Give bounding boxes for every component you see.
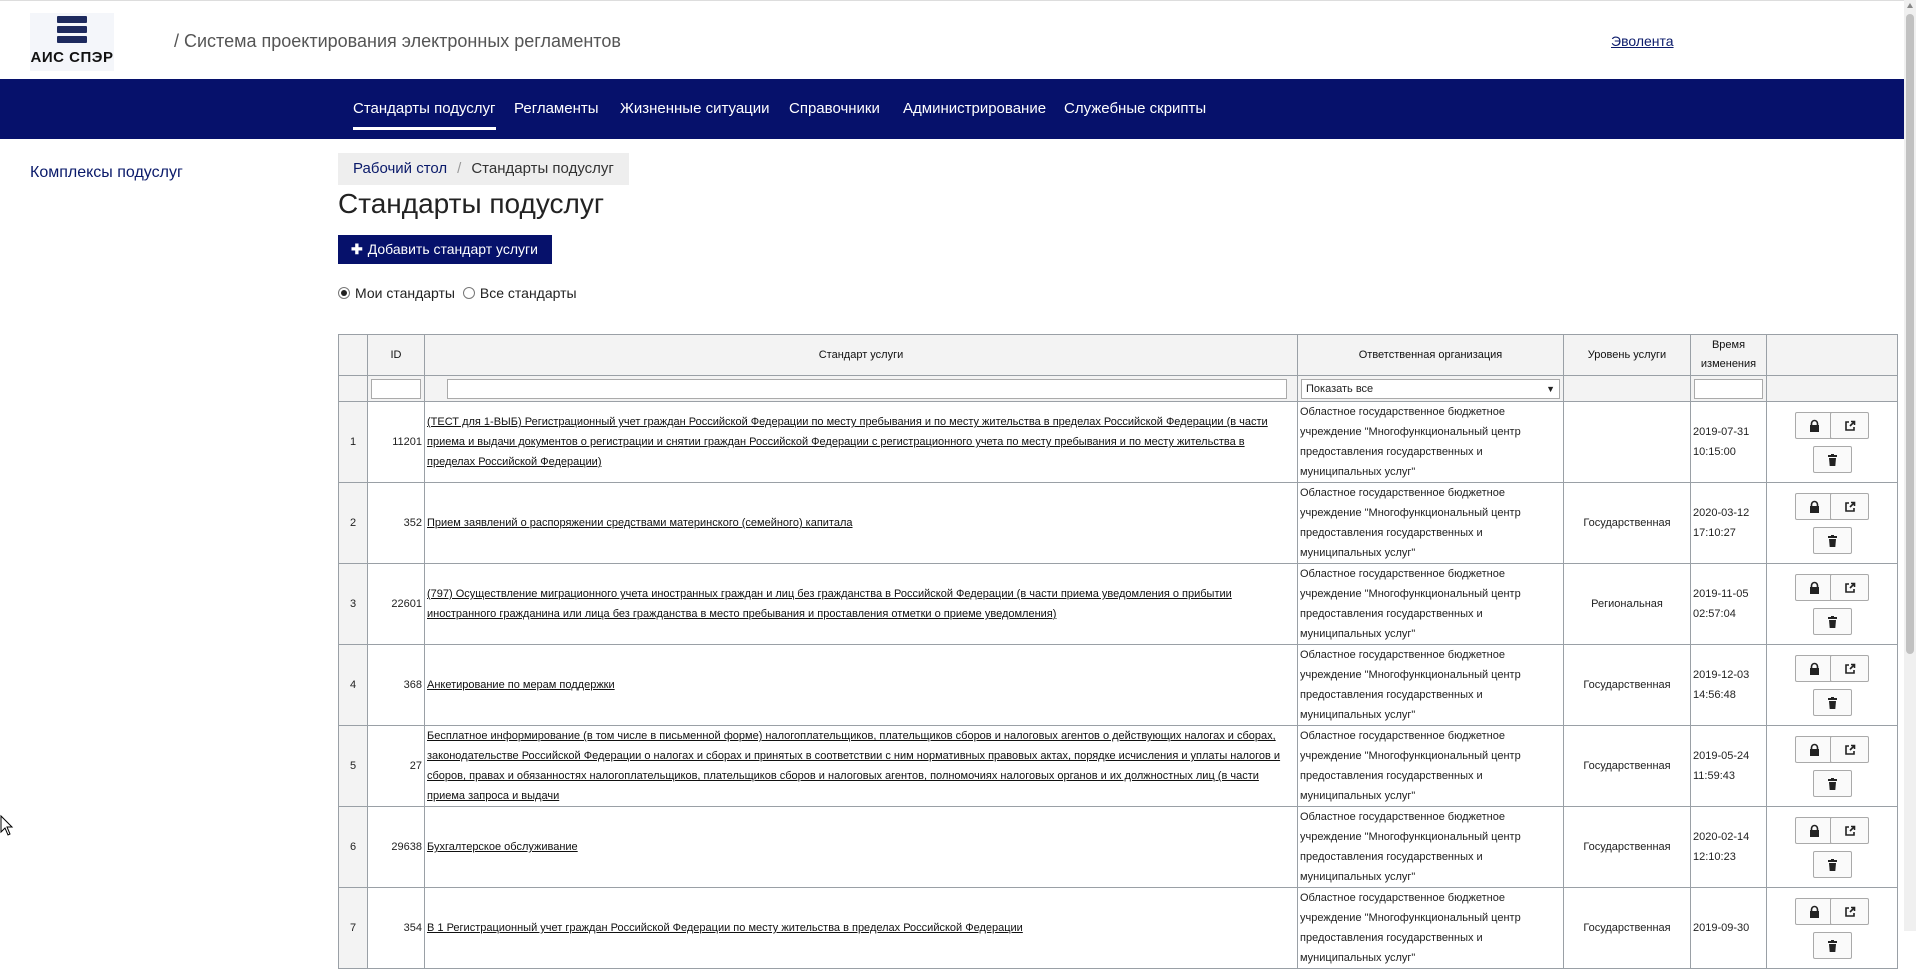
row-clock: 10:15:00 <box>1693 446 1736 458</box>
table-row <box>339 807 1898 888</box>
nav-item-reglaments[interactable]: Регламенты <box>514 100 599 117</box>
row-standard <box>425 645 1298 726</box>
breadcrumb-current: Стандарты подуслуг <box>471 160 614 177</box>
delete-button[interactable] <box>1813 851 1852 878</box>
export-button[interactable] <box>1830 493 1869 520</box>
row-number: 3 <box>339 564 368 645</box>
row-time <box>1691 402 1767 483</box>
radio-my-label: Мои стандарты <box>355 285 455 301</box>
filter-cell-id <box>368 376 425 402</box>
filter-time-input[interactable] <box>1694 379 1763 399</box>
row-id: 11201 <box>368 402 425 483</box>
row-organization: Областное государственное бюджетное учреждение "Многофункциональный центр предоставления государственных и муниципальных услуг" <box>1298 483 1564 564</box>
export-button[interactable] <box>1830 817 1869 844</box>
row-clock: 17:10:27 <box>1693 527 1736 539</box>
lock-button[interactable] <box>1795 574 1834 601</box>
row-time <box>1691 807 1767 888</box>
row-date: 2019-12-03 <box>1693 669 1750 681</box>
row-date: 2019-05-24 <box>1693 750 1750 762</box>
row-clock: 02:57:04 <box>1693 608 1736 620</box>
row-organization: Областное государственное бюджетное учреждение "Многофункциональный центр предоставления государственных и муниципальных услуг" <box>1298 726 1564 807</box>
row-standard <box>425 402 1298 483</box>
row-number: 4 <box>339 645 368 726</box>
filter-organization-value: Показать все <box>1306 382 1374 395</box>
export-button[interactable] <box>1830 898 1869 925</box>
col-header-organization[interactable]: Ответственная организация <box>1298 335 1564 376</box>
scrollbar-thumb[interactable] <box>1906 14 1914 654</box>
table-row <box>339 888 1898 969</box>
page-title: Стандарты подуслуг <box>338 188 605 219</box>
export-button[interactable] <box>1830 574 1869 601</box>
table-header-row <box>339 335 1898 376</box>
row-actions <box>1767 483 1898 564</box>
standard-link[interactable]: (ТЕСТ для 1-ВЫБ) Регистрационный учет граждан Российской Федерации по месту пребывания и по месту жительства в пределах Российской Федерации (в части приема и выдачи документов о регистрации и снятии граждан Российской Федерации с регистрационного учета по месту пребывания и по месту жительства в пределах Российской Федерации) <box>427 416 1268 468</box>
mouse-cursor-icon <box>0 815 14 837</box>
row-id: 22601 <box>368 564 425 645</box>
lock-button[interactable] <box>1795 736 1834 763</box>
row-date: 2019-11-05 <box>1693 588 1749 600</box>
row-time <box>1691 483 1767 564</box>
col-header-id[interactable]: ID <box>368 335 425 376</box>
row-standard <box>425 726 1298 807</box>
radio-my-standards[interactable] <box>338 285 455 301</box>
row-level: Государственная <box>1564 726 1691 807</box>
row-number: 5 <box>339 726 368 807</box>
radio-all-indicator[interactable] <box>463 287 475 299</box>
radio-my-indicator[interactable] <box>338 287 350 299</box>
row-time <box>1691 564 1767 645</box>
user-link[interactable]: Эволента <box>1611 33 1674 49</box>
row-organization: Областное государственное бюджетное учреждение "Многофункциональный центр предоставления государственных и муниципальных услуг" <box>1298 807 1564 888</box>
export-button[interactable] <box>1830 412 1869 439</box>
col-header-standard[interactable]: Стандарт услуги <box>425 335 1298 376</box>
filter-cell-organization <box>1298 376 1564 402</box>
col-header-level[interactable]: Уровень услуги <box>1564 335 1691 376</box>
radio-all-label: Все стандарты <box>479 285 577 301</box>
row-actions <box>1767 807 1898 888</box>
standard-link[interactable]: (797) Осуществление миграционного учета иностранных граждан и лиц без гражданства в Российской Федерации (в части приема уведомления о прибытии иностранного гражданина или лица без гражданства в место пребывания и проставления отметки о приеме уведомления) <box>427 588 1232 620</box>
plus-icon: ✚ <box>351 241 363 257</box>
filter-cell-time <box>1691 376 1767 402</box>
nav-item-service-scripts[interactable]: Служебные скрипты <box>1064 100 1207 117</box>
delete-button[interactable] <box>1813 770 1852 797</box>
row-standard <box>425 888 1298 969</box>
main-nav <box>0 79 1904 139</box>
row-organization: Областное государственное бюджетное учреждение "Многофункциональный центр предоставления государственных и муниципальных услуг" <box>1298 888 1564 969</box>
breadcrumb <box>338 153 629 185</box>
table-row <box>339 483 1898 564</box>
col-header-time-line1: Время <box>1711 339 1746 351</box>
table-row <box>339 402 1898 483</box>
row-number: 2 <box>339 483 368 564</box>
row-clock: 12:10:23 <box>1693 851 1736 863</box>
radio-all-standards[interactable] <box>463 285 577 301</box>
row-level: Региональная <box>1564 564 1691 645</box>
app-logo[interactable] <box>30 13 114 71</box>
row-id: 352 <box>368 483 425 564</box>
row-level <box>1564 402 1691 483</box>
col-header-rownum <box>339 335 368 376</box>
row-level: Государственная <box>1564 807 1691 888</box>
standard-link[interactable]: Бесплатное информирование (в том числе в письменной форме) налогоплательщиков, плательщиков сборов и налоговых агентов о действующих налогах и сборах, законодательстве Российской Федерации о налогах и сборах и принятых в соответствии с ним нормативных правовых актах, порядке исчисления и уплаты налогов и сборов, правах и обязанностях налогоплательщиков, плательщиков сборов и налоговых агентов, полномочиях налоговых органов и их должностных лиц (в части приема запроса и выдачи <box>427 730 1281 802</box>
export-button[interactable] <box>1830 736 1869 763</box>
standard-link[interactable]: Анкетирование по мерам поддержки <box>427 679 615 691</box>
row-clock: 14:56:48 <box>1693 689 1736 701</box>
row-time <box>1691 726 1767 807</box>
breadcrumb-home[interactable]: Рабочий стол <box>353 160 448 177</box>
logo-mark-icon <box>57 16 87 44</box>
row-standard <box>425 807 1298 888</box>
nav-item-life-situations[interactable]: Жизненные ситуации <box>620 100 770 117</box>
row-time <box>1691 645 1767 726</box>
nav-item-dictionaries[interactable]: Справочники <box>789 100 880 117</box>
lock-button[interactable] <box>1795 493 1834 520</box>
nav-item-standards[interactable]: Стандарты подуслуг <box>353 79 496 130</box>
row-actions <box>1767 645 1898 726</box>
delete-button[interactable] <box>1813 689 1852 716</box>
add-standard-button[interactable] <box>338 235 552 264</box>
filter-cell-standard <box>425 376 1298 402</box>
row-time <box>1691 888 1767 969</box>
row-organization: Областное государственное бюджетное учреждение "Многофункциональный центр предоставления государственных и муниципальных услуг" <box>1298 645 1564 726</box>
row-actions <box>1767 402 1898 483</box>
app-title: / Система проектирования электронных регламентов <box>174 31 621 51</box>
row-level: Государственная <box>1564 483 1691 564</box>
table-row <box>339 726 1898 807</box>
row-date: 2020-02-14 <box>1693 831 1750 843</box>
filter-standard-input[interactable] <box>447 379 1287 399</box>
table-filter-row <box>339 376 1898 402</box>
chevron-down-icon: ▼ <box>1546 383 1555 394</box>
row-number: 7 <box>339 888 368 969</box>
standards-filter <box>338 285 581 301</box>
standards-table-wrapper <box>338 334 1897 964</box>
breadcrumb-separator: / <box>457 160 462 177</box>
standard-link[interactable]: В 1 Регистрационный учет граждан Российской Федерации по месту жительства в пределах Российской Федерации <box>427 922 1023 934</box>
row-id: 27 <box>368 726 425 807</box>
col-header-time[interactable] <box>1691 335 1767 376</box>
nav-item-administration[interactable]: Администрирование <box>903 100 1047 117</box>
delete-button[interactable] <box>1813 608 1852 635</box>
filter-cell-actions <box>1767 376 1898 402</box>
row-id: 29638 <box>368 807 425 888</box>
row-standard <box>425 564 1298 645</box>
row-id: 354 <box>368 888 425 969</box>
vertical-scrollbar[interactable] <box>1904 0 1916 931</box>
filter-organization-select[interactable] <box>1301 379 1560 399</box>
row-number: 1 <box>339 402 368 483</box>
standard-link[interactable]: Прием заявлений о распоряжении средствами материнского (семейного) капитала <box>427 517 853 529</box>
lock-button[interactable] <box>1795 412 1834 439</box>
filter-id-input[interactable] <box>371 379 421 399</box>
delete-button[interactable] <box>1813 527 1852 554</box>
row-organization: Областное государственное бюджетное учреждение "Многофункциональный центр предоставления государственных и муниципальных услуг" <box>1298 564 1564 645</box>
filter-cell-level <box>1564 376 1691 402</box>
row-level: Государственная <box>1564 645 1691 726</box>
row-organization: Областное государственное бюджетное учреждение "Многофункциональный центр предоставления государственных и муниципальных услуг" <box>1298 402 1564 483</box>
lock-button[interactable] <box>1795 817 1834 844</box>
logo-text: АИС СПЭР <box>30 49 114 66</box>
standard-link[interactable]: Бухгалтерское обслуживание <box>427 841 578 853</box>
row-actions <box>1767 564 1898 645</box>
table-row <box>339 564 1898 645</box>
row-id: 368 <box>368 645 425 726</box>
export-button[interactable] <box>1830 655 1869 682</box>
row-clock: 11:59:43 <box>1693 770 1736 782</box>
page-header <box>0 0 1904 80</box>
sidebar-item-complexes[interactable]: Комплексы подуслуг <box>30 164 183 181</box>
col-header-time-line2: изменения <box>1700 358 1757 370</box>
delete-button[interactable] <box>1813 932 1852 959</box>
filter-cell-rownum <box>339 376 368 402</box>
col-header-actions <box>1767 335 1898 376</box>
scroll-up-arrow-icon[interactable] <box>1907 3 1913 8</box>
lock-button[interactable] <box>1795 898 1834 925</box>
add-standard-label: Добавить стандарт услуги <box>367 241 538 257</box>
row-actions <box>1767 726 1898 807</box>
table-row <box>339 645 1898 726</box>
row-number: 6 <box>339 807 368 888</box>
row-level: Государственная <box>1564 888 1691 969</box>
row-standard <box>425 483 1298 564</box>
standards-table <box>338 334 1898 969</box>
row-date: 2019-07-31 <box>1693 426 1750 438</box>
row-date: 2019-09-30 <box>1693 922 1750 934</box>
delete-button[interactable] <box>1813 446 1852 473</box>
row-actions <box>1767 888 1898 969</box>
row-date: 2020-03-12 <box>1693 507 1750 519</box>
lock-button[interactable] <box>1795 655 1834 682</box>
